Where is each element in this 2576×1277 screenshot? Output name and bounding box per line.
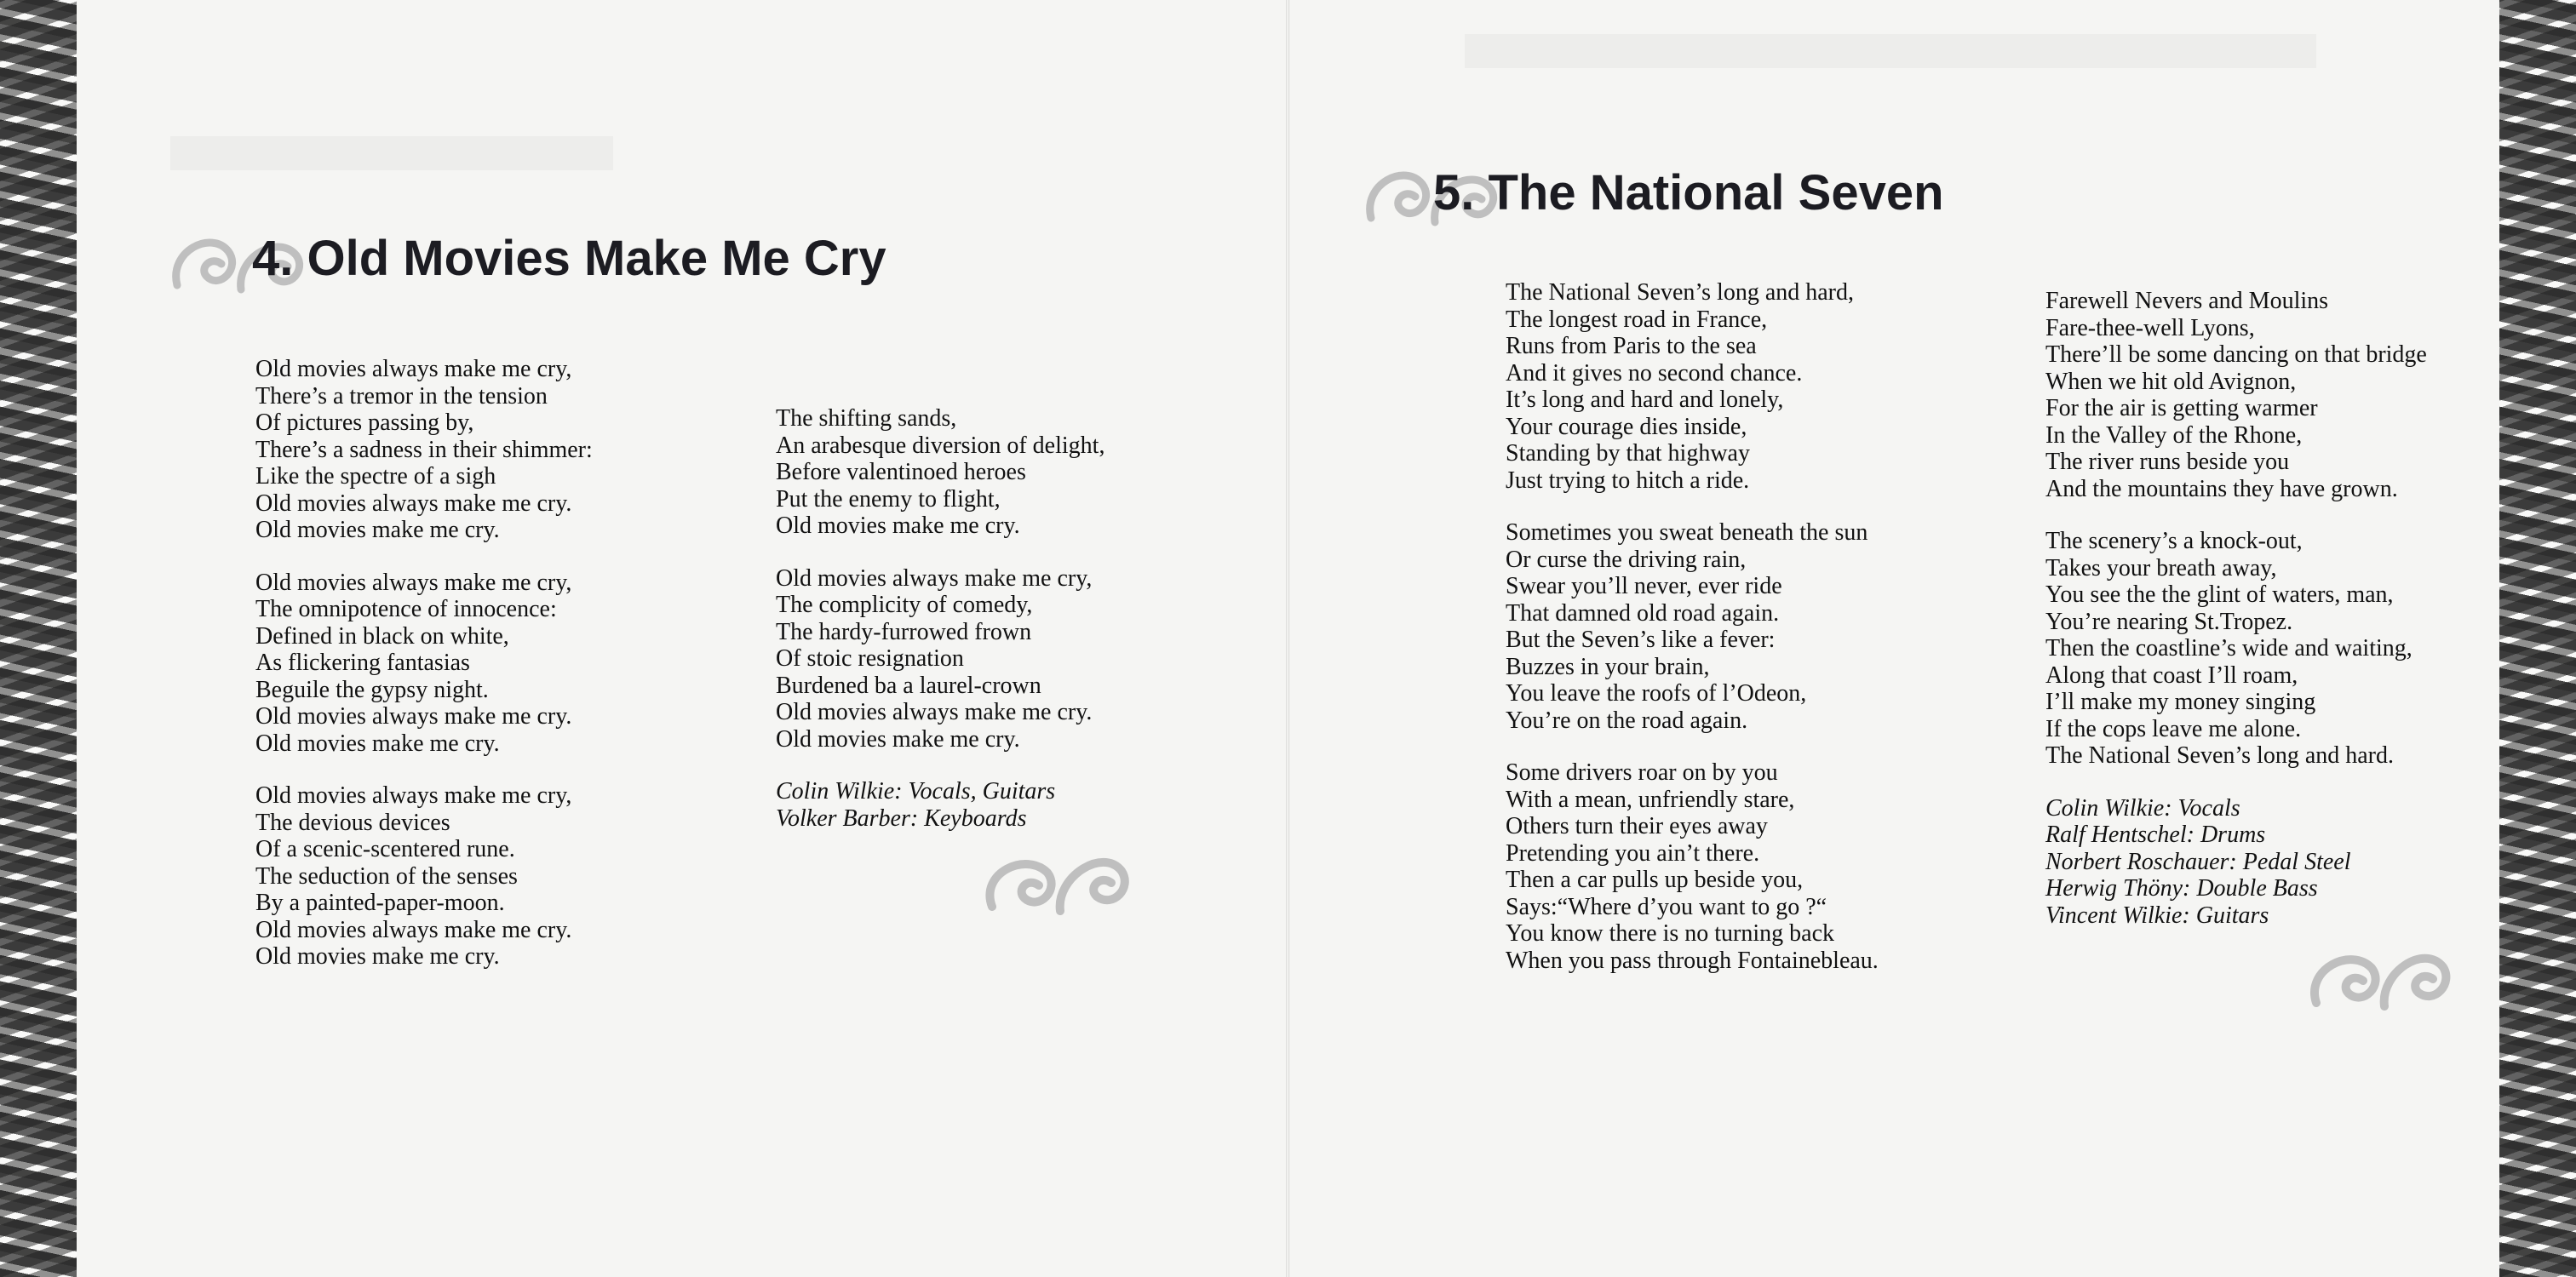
lyric-line: Defined in black on white, bbox=[255, 622, 509, 650]
stanza bbox=[2045, 288, 2427, 502]
lyric-line: When we hit old Avignon, bbox=[2045, 368, 2297, 395]
song-title-old-movies: 4. Old Movies Make Me Cry bbox=[252, 231, 886, 286]
lyric-line: With a mean, unfriendly stare, bbox=[1506, 786, 1795, 813]
stanza bbox=[1506, 759, 1879, 974]
lyric-line: By a painted-paper-moon. bbox=[255, 890, 505, 916]
swirl-ornament-icon bbox=[2295, 928, 2457, 1022]
lyric-line: You see the the glint of waters, man, bbox=[2045, 581, 2394, 608]
credit-line: Volker Barber: Keyboards bbox=[776, 805, 1027, 832]
lyric-line: You leave the roofs of l’Odeon, bbox=[1506, 680, 1807, 707]
lyric-line: As flickering fantasias bbox=[255, 650, 470, 676]
lyric-line: When you pass through Fontainebleau. bbox=[1506, 947, 1879, 974]
lyric-line: In the Valley of the Rhone, bbox=[2045, 421, 2303, 449]
stanza bbox=[776, 405, 1104, 540]
lyric-line: Old movies always make me cry, bbox=[776, 564, 1093, 592]
lyric-line: Old movies make me cry. bbox=[255, 730, 500, 757]
credit-line: Herwig Thöny: Double Bass bbox=[2045, 875, 2318, 902]
lyric-line: Before valentinoed heroes bbox=[776, 459, 1026, 485]
lyric-line: Put the enemy to flight, bbox=[776, 485, 1001, 513]
lyric-line: Fare-thee-well Lyons, bbox=[2045, 314, 2255, 341]
lyric-line: The seduction of the senses bbox=[255, 862, 518, 890]
stanza bbox=[255, 782, 593, 971]
lyric-line: And the mountains they have grown. bbox=[2045, 475, 2398, 502]
lyric-line: An arabesque diversion of delight, bbox=[776, 432, 1105, 459]
lyric-line: Old movies always make me cry, bbox=[255, 782, 572, 809]
lyric-line: Says:“Where d’you want to go ?“ bbox=[1506, 893, 1827, 920]
lyric-line: Just trying to hitch a ride. bbox=[1506, 467, 1750, 494]
stanza bbox=[2045, 528, 2427, 770]
lyric-line: Old movies always make me cry. bbox=[255, 916, 572, 943]
song-title-national-seven: 5. The National Seven bbox=[1433, 165, 1944, 220]
lyric-line: I’ll make my money singing bbox=[2045, 689, 2316, 715]
lyric-line: Of pictures passing by, bbox=[255, 409, 474, 436]
credit-line: Ralf Hentschel: Drums bbox=[2045, 822, 2266, 848]
lyric-line: Old movies make me cry. bbox=[776, 725, 1020, 753]
lyric-line: Old movies make me cry. bbox=[255, 943, 500, 970]
lyric-line: Burdened ba a laurel-crown bbox=[776, 672, 1041, 699]
lyric-line: Like the spectre of a sigh bbox=[255, 463, 496, 490]
book-spine bbox=[1286, 0, 1289, 1277]
lyric-line: Of stoic resignation bbox=[776, 645, 964, 672]
credit-line: Norbert Roschauer: Pedal Steel bbox=[2045, 848, 2351, 875]
lyric-line: There’s a sadness in their shimmer: bbox=[255, 436, 593, 463]
credits bbox=[776, 778, 1104, 832]
left-lyrics-column-1 bbox=[255, 356, 593, 996]
lyric-line: The National Seven’s long and hard, bbox=[1506, 279, 1855, 306]
left-lyrics-column-2 bbox=[776, 405, 1104, 832]
lyric-line: The shifting sands, bbox=[776, 405, 957, 432]
lyric-line: Old movies always make me cry. bbox=[776, 699, 1093, 725]
stanza bbox=[1506, 279, 1879, 494]
lyric-line: The river runs beside you bbox=[2045, 449, 2290, 475]
lyric-line: You’re nearing St.Tropez. bbox=[2045, 608, 2293, 635]
lyric-line: Takes your breath away, bbox=[2045, 554, 2277, 581]
bleed-through-shade bbox=[170, 136, 613, 170]
bleed-through-shade bbox=[1465, 34, 2316, 68]
lyric-line: Pretending you ain’t there. bbox=[1506, 839, 1760, 867]
lyric-line: Then a car pulls up beside you, bbox=[1506, 867, 1804, 893]
lyric-line: You know there is no turning back bbox=[1506, 920, 1835, 947]
stanza bbox=[255, 570, 593, 758]
swirl-ornament-icon bbox=[967, 830, 1137, 928]
scan-edge-left bbox=[0, 0, 77, 1277]
lyric-line: Standing by that highway bbox=[1506, 440, 1750, 467]
lyric-line: The longest road in France, bbox=[1506, 306, 1768, 333]
lyric-line: That damned old road again. bbox=[1506, 599, 1780, 627]
lyric-line: Swear you’ll never, ever ride bbox=[1506, 573, 1782, 599]
lyric-line: Your courage dies inside, bbox=[1506, 413, 1747, 440]
lyric-line: The omnipotence of innocence: bbox=[255, 596, 557, 622]
credits bbox=[2045, 795, 2427, 930]
lyric-line: Old movies make me cry. bbox=[776, 513, 1020, 539]
lyric-line: If the cops leave me alone. bbox=[2045, 715, 2302, 742]
credit-line: Vincent Wilkie: Guitars bbox=[2045, 902, 2269, 929]
lyric-line: Old movies always make me cry, bbox=[255, 356, 572, 382]
lyric-line: The complicity of comedy, bbox=[776, 592, 1033, 618]
lyric-line: Old movies make me cry. bbox=[255, 517, 500, 543]
lyric-line: Runs from Paris to the sea bbox=[1506, 333, 1757, 359]
lyric-line: Then the coastline’s wide and waiting, bbox=[2045, 635, 2412, 661]
credit-line: Colin Wilkie: Vocals, Guitars bbox=[776, 778, 1056, 805]
lyric-line: Sometimes you sweat beneath the sun bbox=[1506, 519, 1868, 546]
lyric-line: Beguile the gypsy night. bbox=[255, 676, 489, 703]
lyric-line: Old movies always make me cry. bbox=[255, 490, 572, 517]
stanza bbox=[1506, 519, 1879, 734]
lyric-line: There’ll be some dancing on that bridge bbox=[2045, 341, 2427, 368]
scan-edge-right bbox=[2499, 0, 2576, 1277]
right-lyrics-column-1 bbox=[1506, 279, 1879, 999]
lyric-line: Farewell Nevers and Moulins bbox=[2045, 288, 2329, 314]
lyric-line: The hardy-furrowed frown bbox=[776, 618, 1032, 645]
lyric-line: Old movies always make me cry, bbox=[255, 569, 572, 596]
stanza bbox=[255, 356, 593, 544]
lyric-line: Old movies always make me cry. bbox=[255, 703, 572, 730]
lyric-line: You’re on the road again. bbox=[1506, 707, 1748, 734]
stanza bbox=[776, 565, 1104, 753]
lyric-line: Some drivers roar on by you bbox=[1506, 759, 1778, 786]
credit-line: Colin Wilkie: Vocals bbox=[2045, 794, 2240, 822]
lyric-line: The devious devices bbox=[255, 809, 450, 836]
lyric-line: Of a scenic-scentered rune. bbox=[255, 836, 515, 862]
lyric-line: The National Seven’s long and hard. bbox=[2045, 742, 2395, 769]
lyric-line: Or curse the driving rain, bbox=[1506, 546, 1747, 573]
lyric-line: But the Seven’s like a fever: bbox=[1506, 627, 1776, 653]
right-lyrics-column-2 bbox=[2045, 288, 2427, 929]
lyric-line: Buzzes in your brain, bbox=[1506, 653, 1710, 680]
lyric-line: For the air is getting warmer bbox=[2045, 395, 2318, 421]
lyric-line: There’s a tremor in the tension bbox=[255, 382, 548, 409]
lyric-line: Others turn their eyes away bbox=[1506, 813, 1768, 839]
lyric-line: Along that coast I’ll roam, bbox=[2045, 661, 2298, 689]
lyric-line: And it gives no second chance. bbox=[1506, 359, 1803, 387]
lyric-line: The scenery’s a knock-out, bbox=[2045, 528, 2303, 554]
lyric-line: It’s long and hard and lonely, bbox=[1506, 387, 1784, 413]
